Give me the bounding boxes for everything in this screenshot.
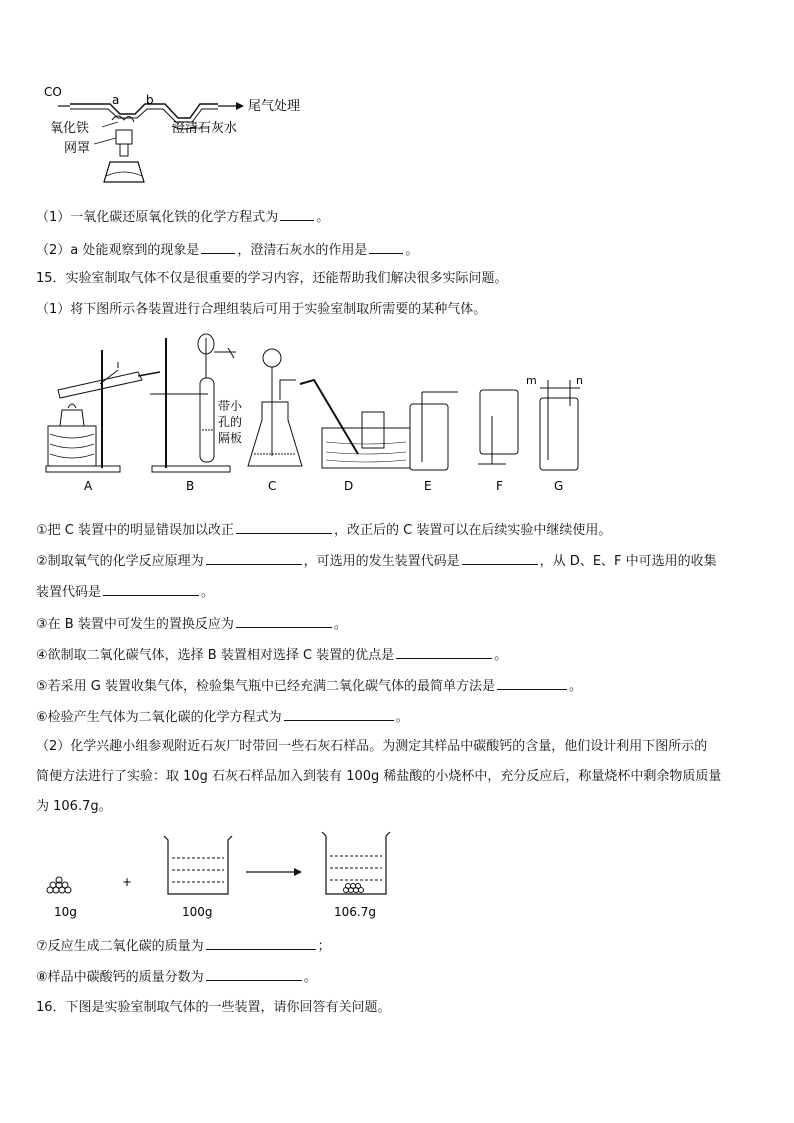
q14-blank-1 [280,207,314,221]
q15-blank-2 [206,551,302,565]
apparatus-a [46,350,160,493]
q14-part1 [36,207,329,227]
sample-mass: 10g [54,905,77,919]
q15-s5-a: ⑤若采用 G 装置收集气体，检验集气瓶中已经充满二氧化碳气体的最简单方法是 [36,679,495,694]
q14-blank-2 [201,240,235,254]
apparatus-b [150,334,243,493]
q15-s6-a: ⑥检验产生气体为二氧化碳的化学方程式为 [36,710,282,725]
q15-s8-b: 。 [303,970,317,985]
q15-s1-a: ①把 C 装置中的明显错误加以改正 [36,523,234,538]
q15-s6 [36,707,409,727]
q15-blank-3 [462,551,538,565]
apparatus-f [478,390,518,493]
label-f: F [496,479,503,493]
b-label: b [146,93,154,107]
b-label-line3: 隔板 [218,431,243,445]
q15-blank-6 [396,645,492,659]
apparatus-d [300,380,410,493]
q15-s2-cont [36,582,214,602]
q15-s7-a: ⑦反应生成二氧化碳的质量为 [36,939,204,954]
q15-blank-10 [206,967,302,981]
q15-blank-4 [103,582,199,596]
q14-part1-end: 。 [316,210,330,225]
q15-title: 15．实验室制取气体不仅是很重要的学习内容，还能帮助我们解决很多实际问题。 [36,271,508,286]
acid-mass: 100g [182,905,213,919]
q15-s5-b: 。 [569,679,583,694]
limewater-label: 澄清石灰水 [172,121,238,136]
result-mass: 106.7g [334,905,376,919]
apparatus-e [410,392,458,493]
q15-s2-c: ，从 D、E、F 中可选用的收集 [539,554,717,569]
q15-blank-7 [497,676,567,690]
q14-part2 [36,240,418,260]
label-g: G [554,479,564,493]
q14-part1-text: （1）一氧化碳还原氧化铁的化学方程式为 [36,210,279,225]
co-reduction-figure [40,82,300,192]
apparatus-figure [40,330,600,500]
q15-s5 [36,676,582,696]
q15-part1: （1）将下图所示各装置进行合理组装后可用于实验室制取所需要的某种气体。 [36,302,487,317]
q15-part2-line3: 为 106.7g。 [36,799,112,814]
label-b: B [186,479,195,493]
q15-s7-b: ； [317,939,331,954]
tail-gas-label: 尾气处理 [248,99,300,114]
q15-s4-b: 。 [494,648,508,663]
q14-part2-text-a: （2）a 处能观察到的现象是 [36,243,200,258]
net-cover-label: 网罩 [64,141,91,156]
port-n: n [576,374,583,387]
q15-s2-a: ②制取氧气的化学反应原理为 [36,554,204,569]
port-m: m [526,374,537,387]
q15-s4-a: ④欲制取二氧化碳气体，选择 B 装置相对选择 C 装置的优点是 [36,648,395,663]
b-label-line1: 带小 [218,399,243,413]
q15-s3-b: 。 [333,617,347,632]
q15-s3-a: ③在 B 装置中可发生的置换反应为 [36,617,234,632]
q15-blank-1 [236,520,332,534]
q15-blank-5 [236,614,332,628]
apparatus-g [526,374,583,493]
q15-s3 [36,614,347,634]
q15-s2-d: 装置代码是 [36,585,102,600]
plus-sign: + [122,875,133,889]
q15-s2 [36,551,717,571]
q15-s1-b: ，改正后的 C 装置可以在后续实验中继续使用。 [334,523,612,538]
q16-title: 16．下图是实验室制取气体的一些装置，请你回答有关问题。 [36,1000,391,1015]
limestone-sample [47,877,71,893]
co-label: CO [44,85,62,99]
q15-part2-line2: 简便方法进行了实验：取 10g 石灰石样品加入到装有 100g 稀盐酸的小烧杯中，充分反应后，称量烧杯中剩余物质质量 [36,769,722,784]
apparatus-c [248,349,302,493]
q15-blank-9 [206,936,316,950]
beaker-acid [164,836,232,894]
label-e: E [424,479,432,493]
beaker-figure [40,828,400,924]
q14-part2-text-b: ，澄清石灰水的作用是 [237,243,368,258]
q15-s4 [36,645,507,665]
label-c: C [268,479,277,493]
q15-s2-e: 。 [201,585,215,600]
q15-s7 [36,936,331,956]
q14-blank-3 [369,240,403,254]
q15-s8-a: ⑧样品中碳酸钙的质量分数为 [36,970,204,985]
iron-oxide-label: 氧化铁 [50,121,90,136]
label-d: D [344,479,354,493]
a-label: a [112,93,120,107]
beaker-result [322,832,390,894]
label-a: A [84,479,93,493]
q15-blank-8 [284,707,394,721]
q15-part2-line1: （2）化学兴趣小组参观附近石灰厂时带回一些石灰石样品。为测定其样品中碳酸钙的含量，他们设计利用下图所示的 [36,739,708,754]
q15-s8 [36,967,317,987]
q14-part2-end: 。 [405,243,419,258]
b-label-line2: 孔的 [218,415,243,429]
q15-s1 [36,520,611,540]
q15-s6-b: 。 [395,710,409,725]
q15-s2-b: ，可选用的发生装置代码是 [303,554,460,569]
